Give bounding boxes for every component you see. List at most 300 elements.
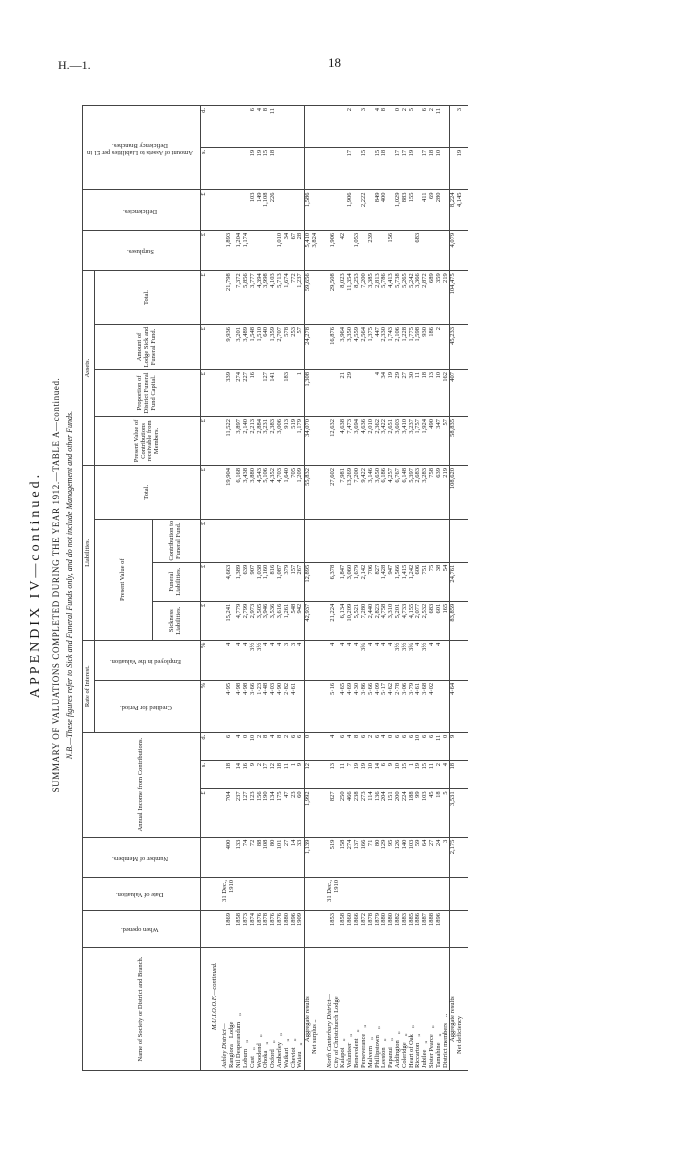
- cell-atot: 11,354: [347, 271, 354, 325]
- cell-sick: 10,209: [347, 601, 354, 640]
- aggregate-date: [305, 877, 312, 910]
- cell-credited: 5·16: [323, 680, 341, 732]
- cell-income_d: 0: [243, 732, 250, 760]
- aggregate-row: [305, 106, 312, 1071]
- cell-employed: 4: [429, 640, 436, 680]
- cell-income_s: 15: [422, 761, 429, 789]
- cell-amt_d: 8: [381, 106, 388, 148]
- cell-employed: 4: [375, 640, 382, 680]
- cell-surp: 1,010: [277, 230, 284, 270]
- cell-prop: [354, 369, 361, 416]
- cell-atot: 3,998: [263, 271, 270, 325]
- cell-employed: 4: [340, 640, 347, 680]
- cell-members: 166: [361, 837, 368, 877]
- cell-credited: 5·17: [381, 680, 388, 732]
- cell-income_l: 151: [388, 789, 395, 837]
- cell-employed: 3½: [402, 640, 409, 680]
- valuation-date: [236, 877, 243, 910]
- cell-income_l: 60: [297, 789, 304, 837]
- cell-opened: 1878: [368, 910, 375, 947]
- cell-con: [347, 519, 354, 562]
- cell-surp: 42: [340, 230, 347, 270]
- cell-pv: 3,603: [395, 416, 402, 465]
- cell-amt_d: 0: [395, 106, 402, 148]
- net-label: Net deficiency: [457, 948, 468, 1071]
- society-heading-row: [208, 106, 219, 1071]
- cell-sick: 683: [429, 601, 436, 640]
- cell-income_d: 0: [388, 732, 395, 760]
- cell-atot: 8,253: [354, 271, 361, 325]
- col-contribution: Contribution to Funeral Fund.: [152, 519, 200, 562]
- cell-credited: 4·62: [388, 680, 395, 732]
- valuation-date: [361, 877, 368, 910]
- branch-label: Loburn: [241, 1048, 249, 1068]
- branch-suffix: „: [407, 1025, 415, 1029]
- aggregate-sick: 83,859: [450, 601, 457, 640]
- aggregate-prop: 1,308: [305, 369, 312, 416]
- cell-atot: 3,385: [368, 271, 375, 325]
- cell-lodge: 3,201: [236, 324, 243, 369]
- net-income_s: [457, 761, 468, 789]
- cell-members: 129: [381, 837, 388, 877]
- cell-tot: 7,981: [340, 465, 347, 519]
- valuation-date: [263, 877, 270, 910]
- cell-income_s: 16: [243, 761, 250, 789]
- valuation-table: [82, 105, 468, 1071]
- cell-prop: 19: [388, 369, 395, 416]
- cell-income_d: 6: [340, 732, 347, 760]
- col-proportion: Proportion of District Funeral Fund Capital.: [94, 369, 200, 416]
- cell-opened: 1880: [381, 910, 388, 947]
- table-row: [297, 106, 304, 1071]
- cell-credited: 4·98: [236, 680, 243, 732]
- cell-income_d: 4: [270, 732, 277, 760]
- cell-income_l: 190: [263, 789, 270, 837]
- cell-pv: 1,179: [297, 416, 304, 465]
- net-con: [457, 519, 468, 562]
- cell-con: [409, 519, 416, 562]
- cell-fun: 706: [368, 562, 375, 601]
- cell-members: 80: [270, 837, 277, 877]
- cell-amt_s: 18: [429, 147, 436, 190]
- cell-lodge: 2,330: [381, 324, 388, 369]
- cell-sick: 2,973: [250, 601, 257, 640]
- cell-atot: 689: [429, 271, 436, 325]
- cell-members: 3: [443, 837, 450, 877]
- aggregate-atot: 59,656: [305, 271, 312, 325]
- aggregate-credited: 4·64: [450, 680, 457, 732]
- net-lodge: [312, 324, 323, 369]
- cell-amt_s: 15: [375, 147, 382, 190]
- cell-prop: 11: [415, 369, 422, 416]
- cell-lodge: 1,359: [270, 324, 277, 369]
- cell-income_d: 6: [361, 732, 368, 760]
- cell-pv: 2,362: [375, 416, 382, 465]
- branch-name: [218, 948, 236, 1071]
- cell-lodge: 1,548: [250, 324, 257, 369]
- cell-fun: 1,389: [236, 562, 243, 601]
- aggregate-con: [305, 519, 312, 562]
- cell-amt_d: 2: [402, 106, 409, 148]
- branch-label: Malvern: [366, 1045, 374, 1068]
- cell-prop: 27: [402, 369, 409, 416]
- cell-employed: 4: [436, 640, 443, 680]
- cell-credited: 3·79: [409, 680, 416, 732]
- cell-lodge: 2,106: [395, 324, 402, 369]
- aggregate-fun: 12,895: [305, 562, 312, 601]
- cell-surp: 34: [284, 230, 291, 270]
- aggregate-income_l: 1,992: [305, 789, 312, 837]
- cell-members: 24: [436, 837, 443, 877]
- valuation-date: [388, 877, 395, 910]
- cell-income_s: 19: [354, 761, 361, 789]
- cell-pv: 490: [429, 416, 436, 465]
- net-prop: [312, 369, 323, 416]
- cell-con: [263, 519, 270, 562]
- table-header: [83, 106, 201, 1071]
- cell-employed: 3½: [395, 640, 402, 680]
- cell-con: [291, 519, 298, 562]
- cell-surp: [422, 230, 429, 270]
- cell-income_l: 5: [443, 789, 450, 837]
- cell-members: 59: [415, 837, 422, 877]
- cell-sick: 165: [443, 601, 450, 640]
- units-row: £ s. d. % % £ £ £ £ £ £ £ £ £ £ s. d.: [200, 106, 207, 1071]
- cell-atot: 5,786: [381, 271, 388, 325]
- cell-income_l: 18: [436, 789, 443, 837]
- aggregate-sick: 42,937: [305, 601, 312, 640]
- cell-sick: 2,799: [243, 601, 250, 640]
- cell-prop: 339: [218, 369, 236, 416]
- cell-credited: 4·61: [291, 680, 298, 732]
- cell-income_s: 1: [291, 761, 298, 789]
- cell-con: [243, 519, 250, 562]
- cell-employed: 3: [284, 640, 291, 680]
- cell-surp: 1,053: [354, 230, 361, 270]
- cell-atot: 359: [436, 271, 443, 325]
- cell-prop: 127: [263, 369, 270, 416]
- cell-income_s: 9: [388, 761, 395, 789]
- cell-income_l: 237: [236, 789, 243, 837]
- aggregate-employed: [305, 640, 312, 680]
- branch-suffix: „: [296, 1042, 304, 1046]
- cell-fun: 1,566: [395, 562, 402, 601]
- cell-amt_d: 6: [250, 106, 257, 148]
- cell-amt_s: 19: [409, 147, 416, 190]
- cell-amt_d: 6: [422, 106, 429, 148]
- aggregate-con: [450, 519, 457, 562]
- cell-employed: 4: [277, 640, 284, 680]
- cell-surp: [263, 230, 270, 270]
- aggregate-opened: [450, 910, 457, 947]
- cell-income_l: 156: [257, 789, 264, 837]
- cell-prop: 227: [243, 369, 250, 416]
- cell-employed: 3½: [250, 640, 257, 680]
- appendix-title: APPENDIX IV—continued.: [28, 471, 43, 699]
- cell-atot: 2,872: [422, 271, 429, 325]
- cell-opened: 1909: [297, 910, 304, 947]
- cell-income_d: 6: [218, 732, 236, 760]
- cell-def: 69: [429, 190, 436, 230]
- net-label: Net surplus ..: [312, 948, 323, 1071]
- cell-amt_s: 15: [361, 147, 368, 190]
- cell-pv: 2,213: [250, 416, 257, 465]
- cell-con: [375, 519, 382, 562]
- cell-lodge: 640: [263, 324, 270, 369]
- cell-employed: 3½: [257, 640, 264, 680]
- cell-lodge: 2,707: [277, 324, 284, 369]
- cell-opened: 1860: [347, 910, 354, 947]
- cell-atot: 3,777: [250, 271, 257, 325]
- cell-amt_s: 19: [257, 147, 264, 190]
- aggregate-amt_d: [450, 106, 457, 148]
- cell-surp: [402, 230, 409, 270]
- cell-income_s: 1: [409, 761, 416, 789]
- net-row: [312, 106, 323, 1071]
- cell-lodge: 1,775: [409, 324, 416, 369]
- aggregate-lodge: 45,233: [450, 324, 457, 369]
- aggregate-def: 8,224: [450, 190, 457, 230]
- branch-label: Leeston: [380, 1047, 388, 1068]
- cell-income_d: 6: [402, 732, 409, 760]
- cell-surp: [436, 230, 443, 270]
- cell-con: [402, 519, 409, 562]
- net-income_s: [312, 761, 323, 789]
- cell-tot: 4,257: [388, 465, 395, 519]
- cell-income_s: 11: [340, 761, 347, 789]
- branch-label: Woodend: [255, 1043, 263, 1068]
- cell-amt_s: 18: [381, 147, 388, 190]
- cell-tot: 1,209: [297, 465, 304, 519]
- branch-suffix: „: [269, 1040, 277, 1044]
- cell-tot: 5,106: [263, 465, 270, 519]
- valuation-date: [409, 877, 416, 910]
- cell-income_l: 47: [284, 789, 291, 837]
- cell-members: 274: [347, 837, 354, 877]
- valuation-date: 31 Dec., 1910: [323, 877, 341, 910]
- cell-income_d: 6: [429, 732, 436, 760]
- branch-suffix: „: [275, 1033, 283, 1036]
- cell-sick: 2,823: [375, 601, 382, 640]
- cell-opened: 1869: [218, 910, 236, 947]
- valuation-date: [284, 877, 291, 910]
- col-members: Number of Members.: [83, 837, 201, 877]
- cell-opened: 1879: [375, 910, 382, 947]
- net-opened: [312, 910, 323, 947]
- cell-atot: 29,508: [323, 271, 341, 325]
- branch-label: Oxford: [269, 1049, 277, 1068]
- col-credited: Credited for Period.: [94, 680, 200, 732]
- cell-sick: 5,201: [395, 601, 402, 640]
- cell-income_d: 6: [291, 732, 298, 760]
- branch-label: Cheviot: [289, 1047, 297, 1068]
- cell-fun: 606: [415, 562, 422, 601]
- cell-amt_s: [218, 147, 236, 190]
- cell-credited: 4·30: [354, 680, 361, 732]
- cell-tot: 6,767: [395, 465, 402, 519]
- cell-atot: 7,200: [361, 271, 368, 325]
- cell-sick: 3,616: [277, 601, 284, 640]
- cell-members: 158: [340, 837, 347, 877]
- valuation-date: [250, 877, 257, 910]
- cell-pv: 12,632: [323, 416, 341, 465]
- aggregate-fun: 24,761: [450, 562, 457, 601]
- cell-sick: 2,532: [422, 601, 429, 640]
- cell-prop: 16: [250, 369, 257, 416]
- cell-sick: 3,505: [257, 601, 264, 640]
- cell-lodge: 3,489: [243, 324, 250, 369]
- branch-label: Jubilee: [421, 1049, 429, 1068]
- cell-amt_s: 17: [402, 147, 409, 190]
- table-row: [443, 106, 450, 1071]
- cell-income_d: 11: [436, 732, 443, 760]
- cell-pv: 3,897: [236, 416, 243, 465]
- cell-credited: 3·68: [422, 680, 429, 732]
- cell-opened: 1880: [388, 910, 395, 947]
- cell-sick: 2,440: [368, 601, 375, 640]
- cell-income_d: 6: [297, 732, 304, 760]
- net-lodge: [457, 324, 468, 369]
- cell-income_l: 224: [402, 789, 409, 837]
- branch-suffix: „: [414, 1033, 422, 1037]
- cell-surp: 67: [291, 230, 298, 270]
- branch-suffix: „: [339, 1038, 347, 1042]
- aggregate-income_d: 0: [305, 732, 312, 760]
- cell-credited: 4·65: [340, 680, 347, 732]
- aggregate-atot: 104,475: [450, 271, 457, 325]
- cell-credited: 4·48: [263, 680, 270, 732]
- valuation-date: [340, 877, 347, 910]
- cell-lodge: 9,936: [218, 324, 236, 369]
- cell-opened: 1853: [323, 910, 341, 947]
- cell-employed: 4: [354, 640, 361, 680]
- cell-amt_s: [323, 147, 341, 190]
- cell-opened: [443, 910, 450, 947]
- cell-amt_d: 2: [347, 106, 354, 148]
- cell-fun: 379: [284, 562, 291, 601]
- cell-employed: 3¾: [361, 640, 368, 680]
- cell-members: 71: [368, 837, 375, 877]
- cell-members: 103: [409, 837, 416, 877]
- aggregate-credited: [305, 680, 312, 732]
- cell-pv: 913: [284, 416, 291, 465]
- cell-income_d: 4: [381, 732, 388, 760]
- cell-pv: 2,651: [388, 416, 395, 465]
- cell-fun: 816: [270, 562, 277, 601]
- valuation-date: [443, 877, 450, 910]
- net-credited: [312, 680, 323, 732]
- cell-income_s: 19: [361, 761, 368, 789]
- summary-title: SUMMARY OF VALUATIONS COMPLETED DURING THE YEAR 1912.—TABLE A—continued.: [51, 377, 61, 793]
- cell-fun: 1,679: [354, 562, 361, 601]
- cell-prop: 10: [436, 369, 443, 416]
- col-deficiencies: Deficiencies.: [83, 190, 201, 230]
- cell-surp: [429, 230, 436, 270]
- net-income_d: [312, 732, 323, 760]
- cell-fun: 75: [429, 562, 436, 601]
- cell-con: [297, 519, 304, 562]
- cell-credited: [297, 680, 304, 732]
- net-members: [457, 837, 468, 877]
- cell-sick: 4,779: [236, 601, 243, 640]
- cell-income_d: 8: [263, 732, 270, 760]
- cell-amt_d: [291, 106, 298, 148]
- net-tot: [457, 465, 468, 519]
- net-sick: [457, 601, 468, 640]
- valuation-date: [436, 877, 443, 910]
- cell-pv: 4,636: [361, 416, 368, 465]
- valuation-date: [243, 877, 250, 910]
- cell-fun: 827: [375, 562, 382, 601]
- cell-amt_d: [297, 106, 304, 148]
- cell-credited: 2·82: [284, 680, 291, 732]
- net-def: [312, 190, 323, 230]
- cell-lodge: 1,598: [415, 324, 422, 369]
- cell-employed: 4: [236, 640, 243, 680]
- net-pv: [457, 416, 468, 465]
- cell-tot: 3,650: [375, 465, 382, 519]
- cell-income_s: 11: [429, 761, 436, 789]
- col-lodge-fund: Amount of Lodge Sick and Funeral Fund.: [94, 324, 200, 369]
- aggregate-amt_s: [305, 147, 312, 190]
- cell-members: 400: [218, 837, 236, 877]
- cell-con: [443, 519, 450, 562]
- cell-income_l: 123: [250, 789, 257, 837]
- cell-atot: 21,798: [218, 271, 236, 325]
- net-amt_s: [312, 147, 323, 190]
- cell-income_s: 4: [443, 761, 450, 789]
- cell-surp: 1,174: [243, 230, 250, 270]
- cell-employed: 4: [381, 640, 388, 680]
- cell-prop: 1: [297, 369, 304, 416]
- net-date: [312, 877, 323, 910]
- cell-amt_d: [277, 106, 284, 148]
- branch-suffix: „: [353, 1029, 361, 1033]
- cell-credited: 4·90: [277, 680, 284, 732]
- cell-opened: 1878: [263, 910, 270, 947]
- valuation-date: [270, 877, 277, 910]
- cell-income_d: 0: [443, 732, 450, 760]
- page-number: 18: [328, 55, 341, 70]
- cell-con: [250, 519, 257, 562]
- cell-amt_d: 3: [361, 106, 368, 148]
- cell-tot: 3,146: [368, 465, 375, 519]
- cell-prop: 274: [236, 369, 243, 416]
- aggregate-def: 1,586: [305, 190, 312, 230]
- valuation-date: [291, 877, 298, 910]
- district-name: Ashley District—: [221, 1023, 229, 1068]
- cell-prop: [368, 369, 375, 416]
- cell-members: 519: [323, 837, 341, 877]
- cell-amt_d: [443, 106, 450, 148]
- cell-fun: 6,378: [323, 562, 341, 601]
- cell-credited: 4·98: [243, 680, 250, 732]
- cell-income_l: 103: [422, 789, 429, 837]
- valuation-date: [429, 877, 436, 910]
- cell-amt_s: 15: [263, 147, 270, 190]
- cell-lodge: 57: [297, 324, 304, 369]
- col-liab-total: Total.: [94, 465, 200, 519]
- cell-amt_s: [236, 147, 243, 190]
- cell-income_s: 17: [263, 761, 270, 789]
- valuation-date: [375, 877, 382, 910]
- cell-amt_s: 17: [422, 147, 429, 190]
- cell-income_s: 12: [270, 761, 277, 789]
- cell-opened: 1873: [243, 910, 250, 947]
- cell-def: 400: [381, 190, 388, 230]
- col-employed: Employed in the Valuation.: [94, 640, 200, 680]
- cell-def: 226: [270, 190, 277, 230]
